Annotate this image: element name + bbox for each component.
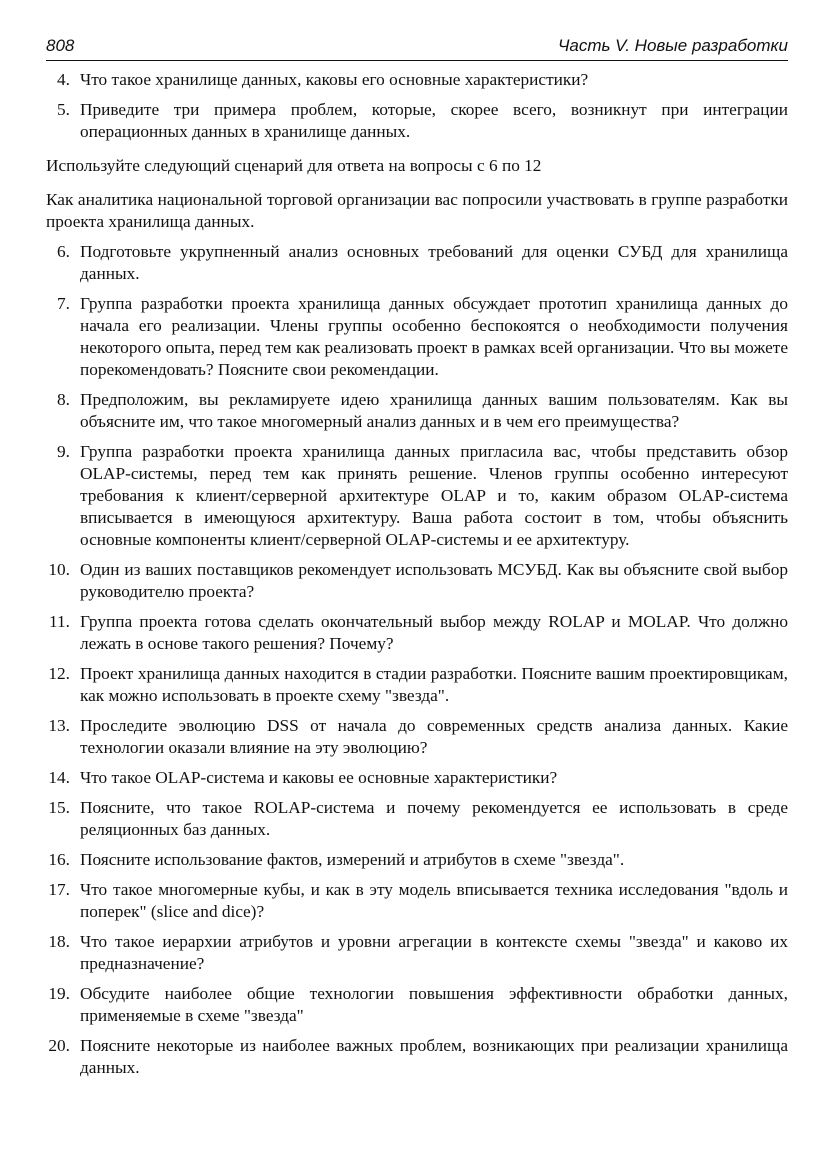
question-number: 11. (49, 612, 70, 631)
question-number: 20. (48, 1036, 70, 1055)
question-text: Предположим, вы рекламируете идею хранилища данных вашим пользователям. Как вы объясните им, что такое многомерный анализ данных и в чем его преимущества? (80, 390, 788, 431)
question-list-a (46, 69, 788, 143)
page-header (46, 36, 788, 61)
question-item (46, 99, 788, 143)
question-number: 4. (57, 70, 70, 89)
question-item (46, 715, 788, 759)
question-item (46, 559, 788, 603)
question-text: Приведите три примера проблем, которые, скорее всего, возникнут при интеграции операционных данных в хранилище данных. (80, 100, 788, 141)
question-number: 16. (48, 850, 70, 869)
book-page (46, 36, 788, 1079)
question-text: Группа разработки проекта хранилища данных пригласила вас, чтобы представить обзор OLAP-системы, перед тем как принять решение. Членов группы особенно интересуют требования к клиент/серверной архитектуре OLAP и то, каким образом OLAP-система вписывается в имеющуюся архитектуру. Ваша работа состоит в том, чтобы объяснить основные компоненты клиент/серверной OLAP-системы и ее архитектуру. (80, 442, 788, 549)
question-text: Что такое хранилище данных, каковы его основные характеристики? (80, 70, 589, 89)
question-text: Обсудите наиболее общие технологии повышения эффективности обработки данных, применяемые в схеме "звезда" (80, 984, 788, 1025)
question-item (46, 69, 788, 91)
question-number: 8. (57, 390, 70, 409)
question-item (46, 983, 788, 1027)
question-item (46, 879, 788, 923)
question-number: 6. (57, 242, 70, 261)
scenario-paragraph: Как аналитика национальной торговой организации вас попросили участвовать в группе разработки проекта хранилища данных. (46, 190, 788, 231)
question-text: Группа проекта готова сделать окончательный выбор между ROLAP и MOLAP. Что должно лежать в основе такого решения? Почему? (80, 612, 788, 653)
question-item (46, 767, 788, 789)
question-text: Что такое OLAP-система и каковы ее основные характеристики? (80, 768, 558, 787)
question-number: 5. (57, 100, 70, 119)
question-item (46, 389, 788, 433)
question-text: Проследите эволюцию DSS от начала до современных средств анализа данных. Какие технологии оказали влияние на эту эволюцию? (80, 716, 788, 757)
question-text: Один из ваших поставщиков рекомендует использовать МСУБД. Как вы объясните свой выбор руководителю проекта? (80, 560, 788, 601)
question-number: 9. (57, 442, 70, 461)
question-item (46, 931, 788, 975)
question-item (46, 293, 788, 381)
question-text: Проект хранилища данных находится в стадии разработки. Поясните вашим проектировщикам, как можно использовать в проекте схему "звезда". (80, 664, 788, 705)
instruction-paragraph: Используйте следующий сценарий для ответа на вопросы с 6 по 12 (46, 156, 542, 175)
question-text: Что такое иерархии атрибутов и уровни агрегации в контексте схемы "звезда" и каково их предназначение? (80, 932, 788, 973)
question-text: Что такое многомерные кубы, и как в эту модель вписывается техника исследования "вдоль и поперек" (slice and dice)? (80, 880, 788, 921)
question-item (46, 663, 788, 707)
question-item (46, 849, 788, 871)
question-text: Подготовьте укрупненный анализ основных требований для оценки СУБД для хранилища данных. (80, 242, 788, 283)
question-text: Группа разработки проекта хранилища данных обсуждает прототип хранилища данных до начала его реализации. Члены группы особенно беспокоятся о необходимости получения некоторого опыта, перед тем как реализовать проект в рамках всей организации. Что вы можете порекомендовать? Поясните свои рекомендации. (80, 294, 788, 379)
question-item (46, 241, 788, 285)
running-title: Часть V. Новые разработки (557, 36, 788, 55)
question-number: 18. (48, 932, 70, 951)
question-number: 13. (48, 716, 70, 735)
question-item (46, 441, 788, 551)
page-content (46, 69, 788, 1079)
question-number: 14. (48, 768, 70, 787)
question-text: Поясните использование фактов, измерений и атрибутов в схеме "звезда". (80, 850, 625, 869)
question-number: 10. (48, 560, 70, 579)
question-item (46, 611, 788, 655)
question-list-b (46, 241, 788, 1079)
page-number: 808 (46, 36, 75, 55)
question-item (46, 797, 788, 841)
question-number: 15. (48, 798, 70, 817)
question-text: Поясните, что такое ROLAP-система и почему рекомендуется ее использовать в среде реляционных баз данных. (80, 798, 788, 839)
question-number: 12. (48, 664, 70, 683)
question-text: Поясните некоторые из наиболее важных проблем, возникающих при реализации хранилища данных. (80, 1036, 788, 1077)
question-number: 7. (57, 294, 70, 313)
question-item (46, 1035, 788, 1079)
question-number: 19. (48, 984, 70, 1003)
question-number: 17. (48, 880, 70, 899)
